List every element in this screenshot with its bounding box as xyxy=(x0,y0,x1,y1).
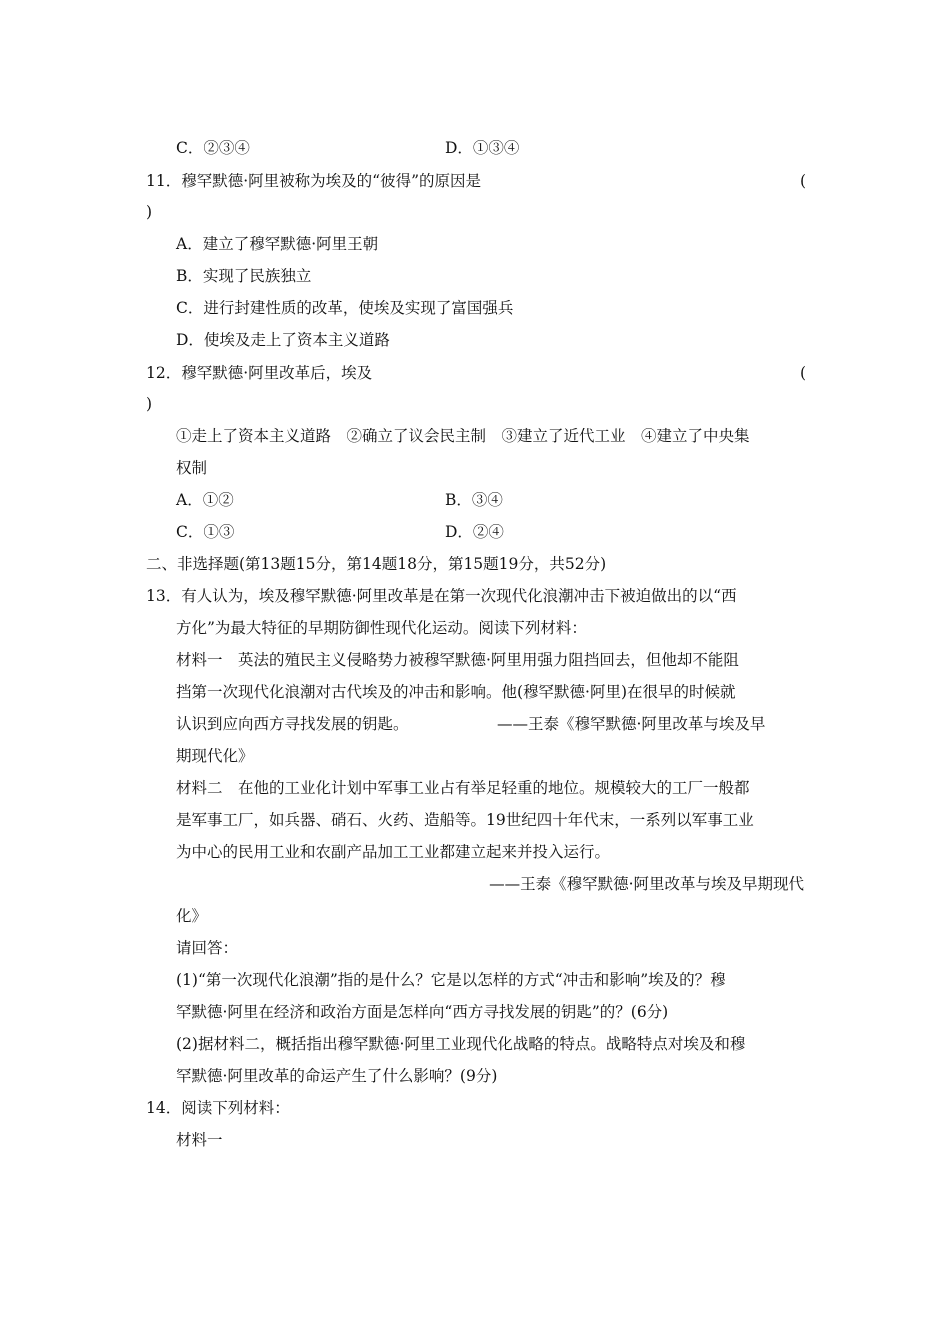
q12-items-line1: ①走上了资本主义道路 ②确立了议会民主制 ③建立了近代工业 ④建立了中央集 xyxy=(176,427,750,445)
q10-option-d: D．①③④ xyxy=(445,139,520,157)
q13-material2-line2: 是军事工厂，如兵器、硝石、火药、造船等。19世纪四十年代末，一系列以军事工业 xyxy=(176,811,754,829)
q12-stem: 12．穆罕默德·阿里改革后，埃及 xyxy=(146,364,373,382)
q11-option-a: A．建立了穆罕默德·阿里王朝 xyxy=(176,235,379,253)
q13-material2-line3: 为中心的民用工业和农副产品加工工业都建立起来并投入运行。 xyxy=(176,843,611,861)
q11-paren-open: ( xyxy=(800,172,807,190)
q12-option-b: B．③④ xyxy=(445,491,503,509)
q11-option-d: D．使埃及走上了资本主义道路 xyxy=(176,331,390,349)
q13-material1-line2: 挡第一次现代化浪潮对古代埃及的冲击和影响。他(穆罕默德·阿里)在很早的时候就 xyxy=(176,683,736,701)
q13-stem-line1: 13．有人认为，埃及穆罕默德·阿里改革是在第一次现代化浪潮冲击下被迫做出的以“西 xyxy=(146,587,737,605)
q13-sub1-line2: 罕默德·阿里在经济和政治方面是怎样向“西方寻找发展的钥匙”的？(6分) xyxy=(176,1003,669,1021)
q13-material1-line3: 认识到应向西方寻找发展的钥匙。 xyxy=(176,715,409,733)
q13-stem-line2: 方化”为最大特征的早期防御性现代化运动。阅读下列材料： xyxy=(176,619,587,637)
q12-paren-open: ( xyxy=(800,364,807,382)
q13-material2-citation-line1: ——王泰《穆罕默德·阿里改革与埃及早期现代 xyxy=(489,875,804,893)
section-heading: 二、非选择题(第13题15分，第14题18分，第15题19分，共52分) xyxy=(146,555,607,573)
q11-paren-close: ) xyxy=(146,203,153,221)
q13-sub1-line1: (1)“第一次现代化浪潮”指的是什么？它是以怎样的方式“冲击和影响”埃及的？穆 xyxy=(176,971,726,989)
q12-option-a: A．①② xyxy=(176,491,234,509)
q14-material1-label: 材料一 xyxy=(176,1131,223,1149)
q13-material2-citation-line2: 化》 xyxy=(176,907,208,925)
q12-option-d: D．②④ xyxy=(445,523,504,541)
q11-option-b: B．实现了民族独立 xyxy=(176,267,312,285)
q13-material2-line1: 材料二 在他的工业化计划中军事工业占有举足轻重的地位。规模较大的工厂一般都 xyxy=(176,779,750,797)
q13-material1-citation-line2: 期现代化》 xyxy=(176,747,254,765)
q13-sub2-line1: (2)据材料二，概括指出穆罕默德·阿里工业现代化战略的特点。战略特点对埃及和穆 xyxy=(176,1035,746,1053)
q13-material1-citation-line1: ——王泰《穆罕默德·阿里改革与埃及早 xyxy=(497,715,766,733)
q11-stem: 11．穆罕默德·阿里被称为埃及的“彼得”的原因是 xyxy=(146,172,481,190)
q12-paren-close: ) xyxy=(146,395,153,413)
q11-option-c: C．进行封建性质的改革，使埃及实现了富国强兵 xyxy=(176,299,514,317)
q14-stem: 14．阅读下列材料： xyxy=(146,1099,290,1117)
q13-material1-line1: 材料一 英法的殖民主义侵略势力被穆罕默德·阿里用强力阻挡回去，但他却不能阻 xyxy=(176,651,739,669)
q12-items-line2: 权制 xyxy=(176,459,208,477)
q10-option-c: C．②③④ xyxy=(176,139,250,157)
q13-sub2-line2: 罕默德·阿里改革的命运产生了什么影响？(9分) xyxy=(176,1067,498,1085)
q13-ask: 请回答： xyxy=(176,939,239,957)
q12-option-c: C．①③ xyxy=(176,523,235,541)
